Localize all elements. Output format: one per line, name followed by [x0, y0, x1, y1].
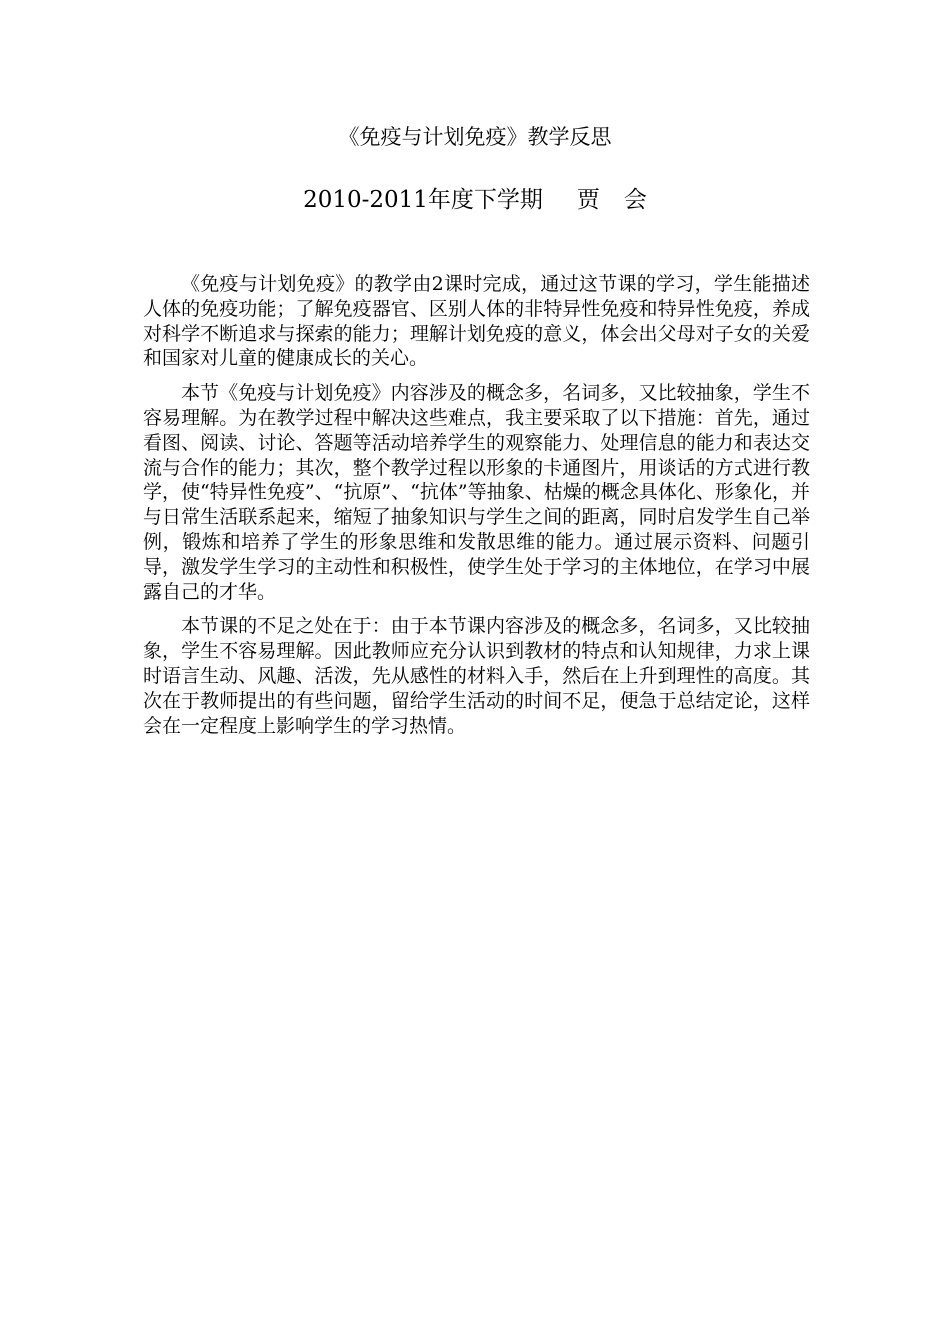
paragraph-shortcomings: 本节课的不足之处在于：由于本节课内容涉及的概念多，名词多，又比较抽象，学生不容易理解。因此教师应充分认识到教材的特点和认知规律，力求上课时语言生动、风趣、活泼，先从感性的材料入手，然后在上升到理性的高度。其次在于教师提出的有些问题，留给学生活动的时间不足，便急于总结定论，这样会在一定程度上影响学生的学习热情。 [143, 615, 810, 737]
paragraph-objectives: 《免疫与计划免疫》的教学由2课时完成，通过这节课的学习，学生能描述人体的免疫功能；了解免疫器官、区别人体的非特异性免疫和特异性免疫，养成对科学不断追求与探索的能力；理解计划免疫的意义，体会出父母对子女的关爱和国家对儿童的健康成长的关心。 [143, 273, 810, 370]
document-body [143, 272, 810, 748]
term-label: 2010-2011年度下学期 [303, 187, 543, 213]
author-name: 贾会 [576, 187, 671, 213]
document-subtitle [0, 184, 950, 216]
paragraph-methods: 本节《免疫与计划免疫》内容涉及的概念多，名词多，又比较抽象，学生不容易理解。为在教学过程中解决这些难点，我主要采取了以下措施：首先，通过看图、阅读、讨论、答题等活动培养学生的观察能力、处理信息的能力和表达交流与合作的能力；其次，整个教学过程以形象的卡通图片，用谈话的方式进行教学，使“特异性免疫”、“抗原”、“抗体”等抽象、枯燥的概念具体化、形象化，并与日常生活联系起来，缩短了抽象知识与学生之间的距离，同时启发学生自己举例，锻炼和培养了学生的形象思维和发散思维的能力。通过展示资料、问题引导，激发学生学习的主动性和积极性，使学生处于学习的主体地位，在学习中展露自己的才华。 [143, 382, 810, 603]
document-title: 《免疫与计划免疫》教学反思 [338, 125, 612, 149]
